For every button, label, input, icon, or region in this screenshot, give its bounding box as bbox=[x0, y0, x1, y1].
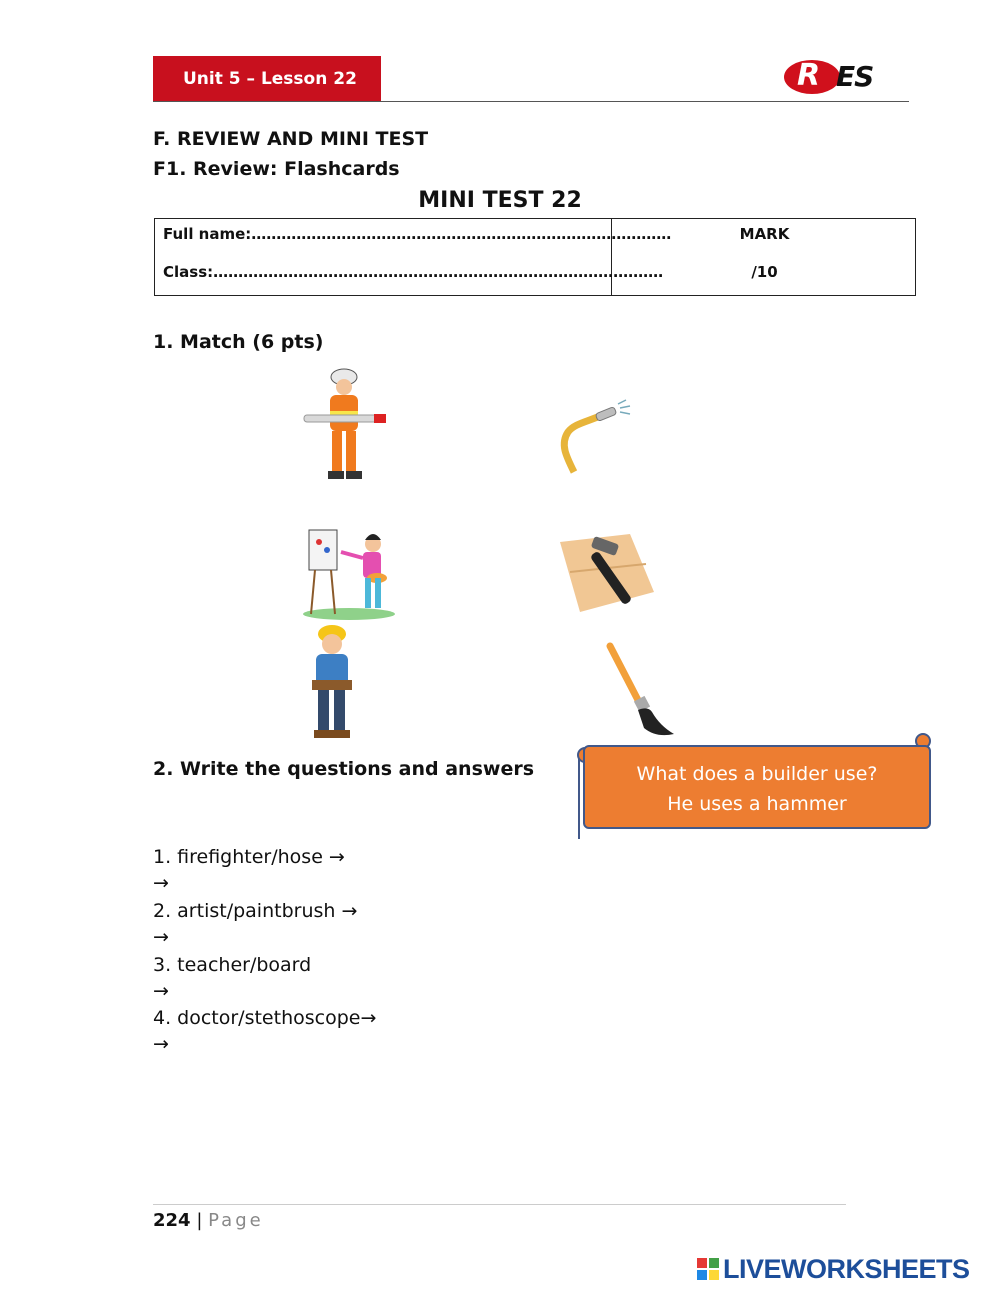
page-number: 224 | Page bbox=[153, 1210, 264, 1231]
exercise-prompt-3: 3. teacher/board bbox=[153, 954, 312, 976]
write-question-title: 2. Write the questions and answers bbox=[153, 758, 535, 780]
hose-image[interactable] bbox=[556, 396, 642, 476]
firefighter-image[interactable] bbox=[298, 365, 390, 487]
example-callout bbox=[575, 733, 933, 845]
exercise-answer-3[interactable]: → bbox=[153, 980, 169, 1002]
liveworksheets-logo: LIVEWORKSHEETS bbox=[697, 1254, 997, 1288]
review-section-title: F. REVIEW AND MINI TEST bbox=[153, 128, 429, 150]
hammer-image[interactable] bbox=[550, 532, 656, 614]
liveworksheets-icon bbox=[697, 1258, 719, 1282]
mark-value: /10 bbox=[751, 263, 778, 281]
student-info-table bbox=[154, 218, 916, 296]
full-name-field[interactable]: Full name:………………………………………………………………………… bbox=[163, 225, 672, 243]
artist-image[interactable] bbox=[303, 526, 399, 622]
example-question: What does a builder use? bbox=[636, 763, 878, 785]
header-divider bbox=[153, 101, 909, 102]
exercise-prompt-1: 1. firefighter/hose → bbox=[153, 846, 345, 868]
flashcards-subtitle: F1. Review: Flashcards bbox=[153, 158, 400, 180]
exercise-prompt-4: 4. doctor/stethoscope→ bbox=[153, 1007, 377, 1029]
exercise-prompt-2: 2. artist/paintbrush → bbox=[153, 900, 358, 922]
exercise-answer-2[interactable]: → bbox=[153, 926, 169, 948]
class-field[interactable]: Class:……………………………………………………………………………… bbox=[163, 263, 664, 281]
footer-divider bbox=[153, 1204, 846, 1205]
paintbrush-image[interactable] bbox=[598, 640, 678, 740]
test-title: MINI TEST 22 bbox=[418, 188, 582, 213]
match-question-title: 1. Match (6 pts) bbox=[153, 331, 324, 353]
exercise-answer-4[interactable]: → bbox=[153, 1033, 169, 1055]
builder-image[interactable] bbox=[298, 622, 378, 744]
exercise-answer-1[interactable]: → bbox=[153, 872, 169, 894]
example-answer: He uses a hammer bbox=[667, 793, 847, 815]
res-logo: R ES bbox=[784, 58, 900, 98]
unit-lesson-tab: Unit 5 – Lesson 22 bbox=[153, 56, 381, 102]
mark-label: MARK bbox=[739, 225, 790, 243]
